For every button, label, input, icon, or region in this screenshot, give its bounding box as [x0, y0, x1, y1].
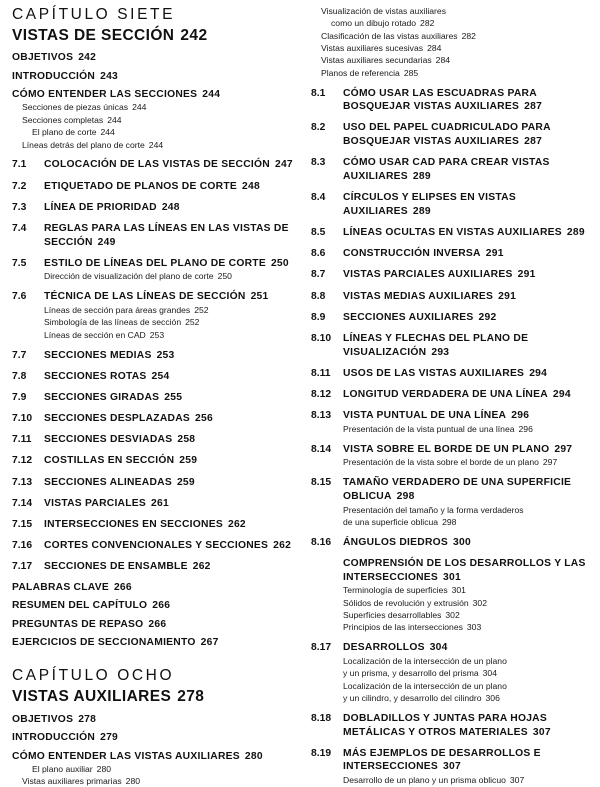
toc-entry-label: VISTA PUNTUAL DE UNA LÍNEA 296 — [343, 410, 530, 422]
toc-subentry[interactable] — [311, 55, 596, 66]
toc-entry-7-12[interactable] — [12, 454, 297, 468]
chapter-label: CAPÍTULO SIETE — [12, 6, 176, 23]
toc-subentry-page: 250 — [217, 271, 232, 282]
toc-entry-preguntas-repaso[interactable] — [12, 619, 297, 630]
toc-entry-number: 7.9 — [12, 391, 27, 403]
toc-subentry[interactable] — [12, 317, 297, 328]
toc-subentry[interactable] — [12, 305, 297, 316]
toc-entry-page: 243 — [100, 70, 119, 82]
toc-entry-page: 292 — [478, 311, 497, 323]
toc-subentry-page: 307 — [509, 775, 525, 786]
toc-entry-label: CONSTRUCCIÓN INVERSA 291 — [343, 248, 504, 260]
toc-entry-page: 267 — [200, 637, 219, 649]
toc-continued-subentries — [311, 6, 596, 79]
toc-column-left — [12, 6, 297, 786]
toc-subentry[interactable] — [311, 31, 596, 42]
toc-entry-number: 7.16 — [12, 540, 33, 552]
toc-entry-8-19[interactable] — [311, 747, 596, 774]
toc-entry-page: 242 — [78, 52, 97, 64]
toc-entry-page: 258 — [177, 434, 196, 446]
toc-entry-page: 301 — [443, 571, 461, 583]
toc-subentry[interactable] — [311, 43, 596, 54]
toc-entry-8-8[interactable] — [311, 290, 596, 304]
toc-entry-page: 296 — [511, 410, 530, 422]
toc-entry-resumen-capitulo[interactable] — [12, 600, 297, 611]
toc-subentry-page: 244 — [107, 114, 122, 125]
toc-entry-number: 8.16 — [311, 536, 332, 548]
toc-entry-7-5[interactable] — [12, 257, 297, 271]
toc-entry-label: INTRODUCCIÓN — [12, 70, 96, 82]
toc-entry-page: 289 — [412, 205, 431, 217]
toc-subentry-label: Desarrollo de un plano y un prisma oblicuo — [343, 775, 506, 786]
toc-entry-8-16[interactable] — [311, 536, 596, 550]
toc-entry-label: COSTILLAS EN SECCIÓN 259 — [44, 455, 198, 467]
toc-entry-page: 249 — [97, 236, 116, 248]
toc-entry-label: CÓMO ENTENDER LAS SECCIONES — [12, 89, 198, 101]
toc-subentry-label: Líneas de sección en CAD — [44, 329, 146, 340]
toc-entry-page: 244 — [202, 89, 221, 101]
toc-entry-objetivos-8[interactable] — [12, 714, 297, 725]
toc-entry-number: 8.13 — [311, 410, 332, 422]
toc-subentry-label: Terminología de superficies — [343, 585, 448, 596]
toc-entry-page: 266 — [113, 581, 132, 593]
toc-entry-label: VISTAS MEDIAS AUXILIARES 291 — [343, 290, 517, 302]
toc-entry-number: 7.13 — [12, 476, 33, 488]
toc-entry-label: INTRODUCCIÓN — [12, 732, 96, 744]
toc-entry-7-15[interactable] — [12, 518, 297, 532]
toc-entry-ejercicios-seccionamiento[interactable] — [12, 637, 297, 648]
toc-subentry-page: 244 — [100, 127, 115, 138]
toc-entry-label: USOS DE LAS VISTAS AUXILIARES 294 — [343, 367, 548, 379]
toc-entry-page: 297 — [554, 443, 573, 455]
toc-subentry-page: 280 — [125, 775, 141, 786]
toc-entry-number: 8.8 — [311, 290, 326, 302]
toc-subentry[interactable] — [12, 102, 297, 113]
toc-entry-number: 8.1 — [311, 87, 326, 99]
toc-entry-number: 8.2 — [311, 122, 326, 134]
toc-entry-label: CÍRCULOS Y ELIPSES EN VISTAS AUXILIARES 289 — [343, 192, 516, 217]
toc-entry-label: SECCIONES DE ENSAMBLE 262 — [44, 561, 211, 573]
toc-column-right — [311, 6, 596, 786]
toc-entry-label: VISTAS PARCIALES 261 — [44, 497, 169, 509]
toc-subentry-label: Sólidos de revolución y extrusión — [343, 597, 469, 608]
toc-entry-7-1[interactable] — [12, 158, 297, 172]
toc-entry-number: 8.17 — [311, 642, 332, 654]
toc-entry-label: SECCIONES ALINEADAS 259 — [44, 476, 195, 488]
toc-subentry[interactable] — [12, 271, 297, 282]
toc-subentry[interactable] — [311, 681, 596, 692]
toc-subentry[interactable] — [311, 610, 596, 621]
toc-entry-introduccion-8[interactable] — [12, 732, 297, 743]
toc-entry-page: 287 — [524, 101, 543, 113]
toc-entry-label: USO DEL PAPEL CUADRICULADO PARA BOSQUEJAR VISTAS AUXILIARES 287 — [343, 122, 551, 148]
toc-entry-label: SECCIONES GIRADAS 255 — [44, 391, 183, 403]
toc-subentry-label: como un dibujo rotado — [331, 18, 417, 29]
toc-entry-number: 7.5 — [12, 257, 27, 269]
toc-entry-page: 298 — [396, 491, 415, 502]
toc-subentry[interactable] — [311, 585, 596, 596]
toc-entry-number: 7.2 — [12, 180, 27, 192]
toc-entry-page: 304 — [429, 642, 448, 654]
toc-entry-number: 7.1 — [12, 159, 27, 171]
toc-entry-7-9[interactable] — [12, 391, 297, 405]
toc-entry-label: OBJETIVOS — [12, 713, 74, 725]
toc-entry-label: LONGITUD VERDADERA DE UNA LÍNEA 294 — [343, 389, 571, 401]
toc-entry-number: 7.7 — [12, 349, 27, 361]
toc-entry-label: DOBLADILLOS Y JUNTAS PARA HOJAS METÁLICAS Y OTROS MATERIALES 307 — [343, 712, 551, 738]
toc-entry-8-3[interactable] — [311, 156, 596, 183]
toc-entry-number: 8.3 — [311, 157, 326, 169]
toc-subentry-page: 297 — [542, 457, 558, 468]
toc-subentry-label: Principios de las intersecciones — [343, 622, 463, 633]
toc-subentry-label: Líneas detrás del plano de corte — [22, 139, 145, 150]
toc-subentry-label: Secciones de piezas únicas — [22, 102, 129, 113]
toc-entry-number: 8.19 — [311, 747, 332, 759]
toc-entry-number: 8.9 — [311, 311, 326, 323]
toc-subentry-page: 301 — [451, 585, 466, 596]
toc-entry-page: 293 — [431, 346, 450, 358]
toc-subentry[interactable] — [311, 656, 596, 667]
toc-entry-como-entender-auxiliares[interactable] — [12, 751, 297, 762]
toc-entry-7-16[interactable] — [12, 539, 297, 553]
toc-entry-page: 289 — [412, 171, 431, 182]
toc-entry-label: SECCIONES DESPLAZADAS 256 — [44, 413, 213, 425]
toc-entry-number: 7.11 — [12, 434, 32, 446]
toc-subentry[interactable] — [311, 505, 596, 516]
toc-entry-number: 7.14 — [12, 497, 33, 509]
toc-subentry-label: de una superficie oblicua — [343, 517, 439, 528]
toc-entry-page: 287 — [524, 136, 543, 148]
toc-entry-page: 259 — [179, 455, 198, 467]
toc-entry-page: 254 — [151, 370, 170, 382]
toc-subentry-label: Secciones completas — [22, 114, 104, 125]
toc-subentry[interactable] — [12, 764, 297, 775]
toc-entry-label: EJERCICIOS DE SECCIONAMIENTO — [12, 637, 196, 649]
toc-entry-label: COLOCACIÓN DE LAS VISTAS DE SECCIÓN 247 — [44, 159, 293, 171]
toc-entry-label: PREGUNTAS DE REPASO — [12, 618, 144, 630]
toc-subentry-label: Clasificación de las vistas auxiliares — [321, 30, 458, 41]
toc-entry-label: DESARROLLOS 304 — [343, 642, 448, 654]
toc-entry-page: 256 — [195, 413, 213, 425]
toc-entry-label: CORTES CONVENCIONALES Y SECCIONES 262 — [44, 540, 292, 552]
toc-entry-number: 7.6 — [12, 291, 27, 303]
toc-entry-page: 266 — [152, 600, 171, 612]
toc-entry-8-1[interactable] — [311, 87, 596, 114]
toc-subentry[interactable] — [311, 68, 596, 79]
toc-entry-8-13[interactable] — [311, 409, 596, 423]
toc-entry-8-7[interactable] — [311, 268, 596, 282]
toc-entry-number: 7.8 — [12, 370, 27, 382]
toc-entry-page: 300 — [453, 536, 471, 548]
toc-entry-page: 262 — [192, 561, 211, 573]
toc-subentry-page: 280 — [96, 763, 112, 774]
toc-entry-page: 278 — [78, 713, 97, 725]
toc-entry-label: MÁS EJEMPLOS DE DESARROLLOS E INTERSECCIONES 307 — [343, 747, 541, 773]
toc-entry-label: COMPRENSIÓN DE LOS DESARROLLOS Y LAS INTERSECCIONES 301 — [343, 558, 586, 583]
toc-subentry[interactable] — [12, 127, 297, 138]
toc-entry-label: ESTILO DE LÍNEAS DEL PLANO DE CORTE 250 — [44, 257, 289, 269]
toc-entry-number: 7.12 — [12, 455, 33, 467]
toc-subentry-page: 253 — [149, 329, 165, 340]
toc-subentry-label: Visualización de vistas auxiliares — [321, 6, 446, 16]
toc-entry-label: VISTAS PARCIALES AUXILIARES 291 — [343, 269, 536, 281]
toc-entry-7-14[interactable] — [12, 497, 297, 511]
toc-entry-8-4[interactable] — [311, 191, 596, 218]
toc-subentry-page: 252 — [185, 317, 200, 328]
toc-entry-page: 262 — [227, 519, 246, 531]
chapter-title-text: VISTAS AUXILIARES — [12, 687, 172, 705]
toc-entry-8-10[interactable] — [311, 332, 596, 359]
toc-entry-label: LÍNEAS OCULTAS EN VISTAS AUXILIARES 289 — [343, 227, 585, 239]
toc-subentry[interactable] — [311, 622, 596, 633]
toc-subentry[interactable] — [12, 140, 297, 151]
chapter-gap — [12, 648, 297, 667]
toc-subentry-label: Simbología de las líneas de sección — [44, 317, 182, 328]
toc-entry-7-4[interactable] — [12, 222, 297, 249]
toc-entry-page: 307 — [532, 726, 551, 738]
toc-subentry[interactable] — [311, 457, 596, 468]
toc-entry-number: 8.14 — [311, 443, 332, 455]
toc-subentry-page: 302 — [445, 610, 460, 621]
toc-subentry-label: y un cilindro, y desarrollo del cilindro — [343, 693, 482, 704]
toc-subentry-label: Líneas de sección para áreas grandes — [44, 305, 191, 315]
toc-entry-page: 289 — [566, 227, 585, 239]
toc-entry-label: CÓMO USAR LAS ESCUADRAS PARA BOSQUEJAR VISTAS AUXILIARES 287 — [343, 87, 543, 113]
toc-entry-introduccion[interactable] — [12, 71, 297, 82]
toc-entry-7-6[interactable] — [12, 290, 297, 304]
toc-subentry[interactable] — [12, 115, 297, 126]
toc-entry-page: 280 — [244, 750, 263, 762]
toc-subentry[interactable] — [12, 776, 297, 787]
toc-entry-number: 8.6 — [311, 248, 326, 260]
toc-entry-page: 255 — [164, 391, 183, 403]
toc-entry-label: LÍNEA DE PRIORIDAD 248 — [44, 201, 180, 213]
toc-entry-number: 8.4 — [311, 192, 326, 204]
chapter-title-text: VISTAS DE SECCIÓN — [12, 26, 175, 44]
toc-entry-label: RESUMEN DEL CAPÍTULO — [12, 600, 148, 612]
toc-entry-8-5[interactable] — [311, 226, 596, 240]
toc-entry-label: SECCIONES ROTAS 254 — [44, 370, 170, 382]
toc-subentry-page: 284 — [435, 55, 451, 66]
toc-entry-number: 7.10 — [12, 413, 33, 425]
toc-subentry-label: Dirección de visualización del plano de corte — [44, 271, 214, 282]
toc-entry-8-14[interactable] — [311, 443, 596, 457]
chapter-label: CAPÍTULO OCHO — [12, 667, 175, 685]
toc-entry-page: 294 — [552, 389, 571, 401]
chapter-page: 242 — [180, 26, 208, 44]
toc-entry-number: 8.11 — [311, 367, 331, 379]
toc-entry-page: 279 — [100, 732, 119, 744]
toc-subentry-page: 306 — [485, 693, 500, 704]
toc-entry-number: 8.10 — [311, 333, 332, 344]
toc-entry-page: 248 — [242, 180, 260, 192]
toc-entry-page: 294 — [529, 367, 548, 379]
toc-entry-8-17[interactable] — [311, 641, 596, 655]
toc-subentry-page: 244 — [148, 139, 164, 150]
chapter-heading-seven — [12, 6, 297, 45]
toc-entry-objetivos[interactable] — [12, 52, 297, 63]
toc-subentry-label: Presentación del tamaño y la forma verdaderos — [343, 504, 524, 515]
toc-part-heading-desarrollos[interactable] — [311, 557, 596, 584]
toc-entry-7-7[interactable] — [12, 349, 297, 363]
toc-subentry[interactable] — [311, 668, 596, 679]
toc-entry-page: 291 — [485, 248, 504, 260]
toc-entry-8-6[interactable] — [311, 247, 596, 261]
toc-entry-label: VISTA SOBRE EL BORDE DE UN PLANO 297 — [343, 443, 573, 455]
toc-subentry-page: 298 — [442, 517, 457, 528]
toc-entry-number: 8.15 — [311, 477, 332, 489]
toc-entry-label: TAMAÑO VERDADERO DE UNA SUPERFICIE OBLICUA 298 — [343, 477, 572, 502]
toc-entry-7-13[interactable] — [12, 476, 297, 490]
toc-entry-number: 7.17 — [12, 561, 33, 573]
toc-subentry[interactable] — [311, 18, 596, 29]
toc-subentry-label: Localización de la intersección de un plano — [343, 680, 507, 691]
toc-entry-page: 248 — [161, 201, 180, 213]
toc-subentry[interactable] — [311, 775, 596, 786]
toc-entry-number: 7.15 — [12, 519, 33, 531]
toc-subentry[interactable] — [311, 693, 596, 704]
toc-entry-label: TÉCNICA DE LAS LÍNEAS DE SECCIÓN 251 — [44, 291, 269, 303]
toc-entry-8-18[interactable] — [311, 712, 596, 739]
toc-subentry-page: 285 — [403, 67, 419, 78]
toc-entry-7-3[interactable] — [12, 201, 297, 215]
toc-entry-page: 259 — [176, 476, 195, 488]
toc-subentry-label: Vistas auxiliares primarias — [22, 775, 122, 786]
toc-entry-number: 8.5 — [311, 227, 326, 239]
toc-subentry-page: 282 — [461, 30, 476, 41]
toc-subentry-label: Superficies desarrollables — [343, 610, 442, 621]
toc-subentry-label: Presentación de la vista sobre el borde de un plano — [343, 457, 539, 468]
toc-subentry-page: 244 — [132, 102, 147, 113]
toc-entry-label: INTERSECCIONES EN SECCIONES 262 — [44, 519, 246, 531]
toc-entry-7-11[interactable] — [12, 433, 297, 447]
chapter-title — [12, 687, 297, 706]
toc-subentry-page: 304 — [482, 668, 497, 679]
toc-subentry-page: 284 — [427, 43, 442, 54]
toc-entry-label: SECCIONES MEDIAS 253 — [44, 349, 175, 361]
toc-entry-number: 7.4 — [12, 222, 27, 234]
toc-subentry-page: 282 — [420, 18, 435, 29]
toc-entry-label: CÓMO USAR CAD PARA CREAR VISTAS AUXILIARES 289 — [343, 157, 550, 182]
toc-entry-palabras-clave[interactable] — [12, 582, 297, 593]
toc-entry-como-entender-secciones[interactable] — [12, 89, 297, 100]
toc-subentry-label: El plano de corte — [32, 127, 97, 138]
toc-entry-number: 8.7 — [311, 269, 326, 281]
toc-entry-8-2[interactable] — [311, 121, 596, 148]
toc-entry-page: 250 — [270, 257, 289, 269]
toc-entry-label: PALABRAS CLAVE — [12, 581, 109, 593]
toc-entry-8-11[interactable] — [311, 367, 596, 381]
toc-entry-page: 247 — [274, 159, 293, 171]
toc-subentry[interactable] — [311, 517, 596, 528]
toc-entry-number: 7.3 — [12, 201, 27, 213]
toc-entry-8-12[interactable] — [311, 388, 596, 402]
toc-entry-label: REGLAS PARA LAS LÍNEAS EN LAS VISTAS DE SECCIÓN 249 — [44, 222, 289, 248]
toc-subentry[interactable] — [311, 6, 596, 17]
toc-entry-page: 266 — [148, 618, 167, 630]
toc-entry-number: 8.12 — [311, 389, 332, 401]
toc-subentry-label: Vistas auxiliares secundarias — [321, 55, 432, 66]
chapter-page: 278 — [177, 687, 205, 705]
chapter-heading-eight — [12, 667, 297, 706]
chapter-title — [12, 26, 297, 45]
toc-subentry-page: 252 — [194, 305, 209, 315]
toc-entry-7-10[interactable] — [12, 412, 297, 426]
toc-entry-label: ETIQUETADO DE PLANOS DE CORTE 248 — [44, 180, 260, 192]
toc-subentry-label: Localización de la intersección de un plano — [343, 656, 507, 666]
toc-subentry-page: 302 — [472, 597, 487, 608]
toc-entry-8-9[interactable] — [311, 311, 596, 325]
toc-entry-page: 291 — [498, 290, 517, 302]
toc-entry-page: 262 — [273, 540, 292, 552]
toc-subentry-label: y un prisma, y desarrollo del prisma — [343, 668, 479, 679]
toc-subentry-page: 303 — [466, 622, 482, 633]
toc-entry-label: LÍNEAS Y FLECHAS DEL PLANO DE VISUALIZACIÓN 293 — [343, 333, 529, 358]
toc-subentry-page: 296 — [518, 423, 533, 434]
toc-entry-7-2[interactable] — [12, 180, 297, 194]
toc-subentry[interactable] — [311, 424, 596, 435]
toc-subentry-label: Presentación de la vista puntual de una línea — [343, 423, 515, 434]
toc-subentry-label: Vistas auxiliares sucesivas — [321, 43, 424, 54]
toc-entry-label: SECCIONES AUXILIARES 292 — [343, 311, 497, 323]
toc-entry-number: 8.18 — [311, 712, 332, 724]
toc-subentry-label: Planos de referencia — [321, 67, 400, 78]
toc-subentry-label: El plano auxiliar — [32, 763, 93, 774]
toc-subentry[interactable] — [12, 330, 297, 341]
toc-entry-7-8[interactable] — [12, 370, 297, 384]
toc-entry-8-15[interactable] — [311, 476, 596, 503]
toc-entry-label: CÓMO ENTENDER LAS VISTAS AUXILIARES — [12, 750, 240, 762]
toc-entry-page: 291 — [517, 269, 536, 281]
toc-entry-page: 307 — [443, 761, 461, 773]
toc-entry-label: ÁNGULOS DIEDROS 300 — [343, 536, 471, 548]
toc-entry-page: 253 — [156, 349, 175, 361]
toc-subentry[interactable] — [311, 598, 596, 609]
toc-entry-7-17[interactable] — [12, 560, 297, 574]
toc-entry-label: SECCIONES DESVIADAS 258 — [44, 434, 196, 446]
toc-entry-page: 261 — [151, 497, 169, 509]
toc-entry-label: OBJETIVOS — [12, 52, 74, 64]
toc-entry-page: 251 — [250, 291, 269, 303]
